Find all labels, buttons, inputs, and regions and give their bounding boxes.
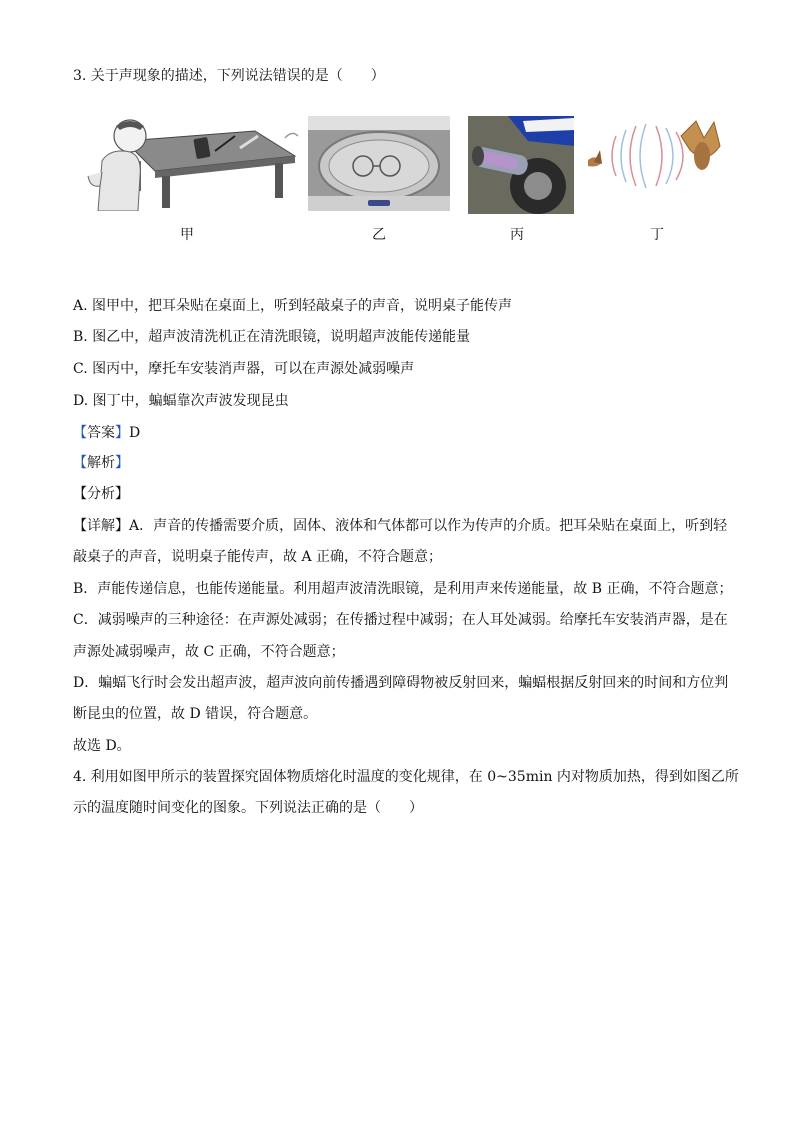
detail-text-1: A．声音的传播需要介质，固体、液体和气体都可以作为传声的介质。把耳朵贴在桌面上，听到轻	[129, 518, 728, 534]
question-3-title: 3. 关于声现象的描述，下列说法错误的是（ ）	[73, 68, 385, 84]
fenxi-bracket-close: 】	[115, 486, 129, 502]
ultrasonic-cleaner-photo	[308, 116, 450, 211]
analysis-label: 解析	[87, 455, 115, 471]
detail-bracket-open: 【	[73, 518, 87, 534]
fenxi-bracket-open: 【	[73, 486, 87, 502]
option-d: D. 图丁中，蝙蝠靠次声波发现昆虫	[73, 393, 289, 409]
answer-bracket-close: 】	[115, 425, 129, 441]
detail-line-1	[73, 516, 727, 536]
figure-jia	[80, 116, 300, 243]
analysis-bracket-open: 【	[73, 455, 87, 471]
answer-label: 答案	[87, 425, 115, 441]
option-c: C. 图丙中，摩托车安装消声器，可以在声源处减弱噪声	[73, 361, 415, 377]
ear-on-table-illustration	[80, 116, 300, 211]
question-3-figures	[80, 116, 730, 246]
answer-line	[73, 423, 140, 443]
answer-value: D	[129, 425, 141, 441]
figure-bing	[468, 116, 574, 243]
figure-yi-label: 乙	[372, 227, 386, 243]
option-b: B. 图乙中，超声波清洗机正在清洗眼镜，说明超声波能传递能量	[73, 329, 471, 345]
detail-line-5: 声源处减弱噪声，故 C 正确，不符合题意；	[73, 644, 345, 660]
detail-line-3: B．声能传递信息，也能传递能量。利用超声波清洗眼镜，是利用声来传递能量，故 B 正确，不符合题意；	[73, 581, 733, 597]
figure-ding	[586, 116, 726, 243]
detail-line-6: D．蝙蝠飞行时会发出超声波，超声波向前传播遇到障碍物被反射回来，蝙蝠根据反射回来的时间和方位判	[73, 675, 729, 691]
analysis-heading	[73, 453, 129, 473]
question-4-line-1: 4. 利用如图甲所示的装置探究固体物质熔化时温度的变化规律，在 0~35min 内对物质加热，得到如图乙所	[73, 769, 739, 785]
figure-jia-label: 甲	[180, 227, 194, 243]
conclusion-line: 故选 D。	[73, 738, 131, 754]
analysis-bracket-close: 】	[115, 455, 129, 471]
bat-echolocation-illustration	[586, 116, 726, 196]
motorcycle-muffler-photo	[468, 116, 574, 214]
detail-label: 详解	[87, 518, 115, 534]
answer-bracket-open: 【	[73, 425, 87, 441]
figure-bing-label: 丙	[510, 227, 524, 243]
detail-line-2: 敲桌子的声音，说明桌子能传声，故 A 正确，不符合题意；	[73, 549, 443, 565]
figure-yi	[308, 116, 450, 243]
detail-line-7: 断昆虫的位置，故 D 错误，符合题意。	[73, 706, 318, 722]
question-4-line-2: 示的温度随时间变化的图象。下列说法正确的是（ ）	[73, 800, 423, 816]
fenxi-heading	[73, 484, 129, 504]
detail-bracket-close: 】	[115, 518, 129, 534]
fenxi-label: 分析	[87, 486, 115, 502]
option-a: A. 图甲中，把耳朵贴在桌面上，听到轻敲桌子的声音，说明桌子能传声	[73, 298, 513, 314]
detail-line-4: C．减弱噪声的三种途径：在声源处减弱；在传播过程中减弱；在人耳处减弱。给摩托车安装消声器，是在	[73, 612, 728, 628]
figure-ding-label: 丁	[650, 227, 664, 243]
